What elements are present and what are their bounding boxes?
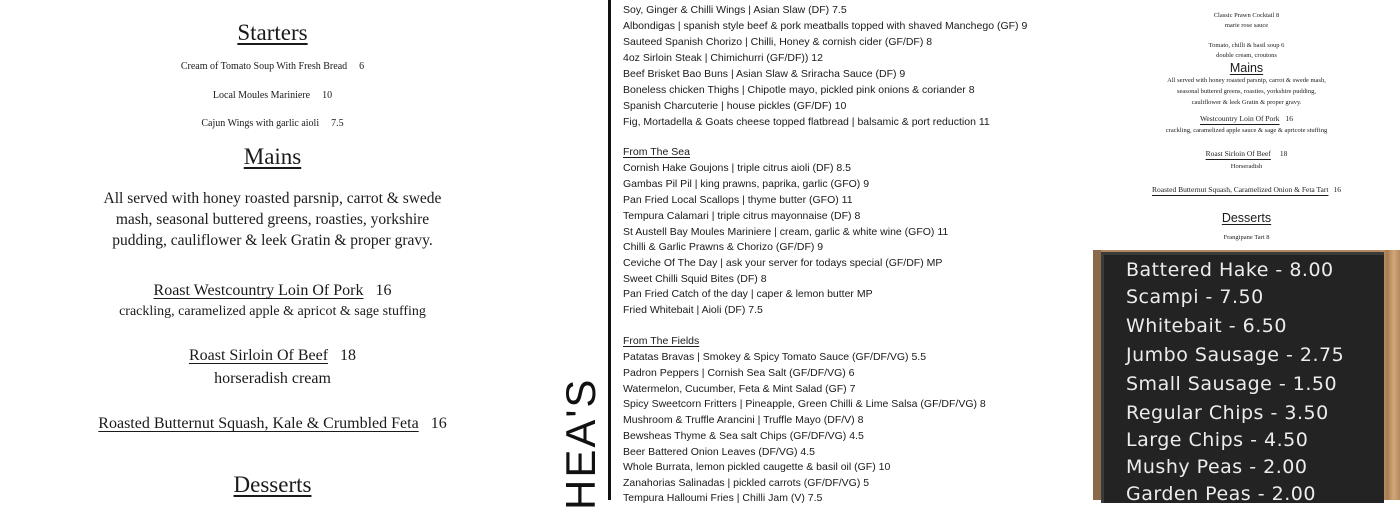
main-item	[1093, 114, 1400, 123]
menu-line: Zanahorias Salinadas | pickled carrots (GF/DF/VG) 5	[623, 477, 870, 489]
main-price: 18	[1279, 149, 1288, 158]
menu-line: Mushroom & Truffle Arancini | Truffle Mayo (DF/V) 8	[623, 414, 864, 426]
chalk-item: Large Chips - 4.50	[1126, 429, 1309, 451]
main-price: 16	[375, 282, 392, 299]
starter-detail: double cream, croutons	[1216, 52, 1277, 59]
menu-line: Patatas Bravas | Smokey & Spicy Tomato Sauce (GF/DF/VG) 5.5	[623, 351, 927, 363]
starter-price: 6	[359, 61, 365, 72]
menu-line: Tempura Halloumi Fries | Chilli Jam (V) 7.5	[623, 492, 823, 504]
main-price: 16	[430, 415, 447, 432]
main-name: Roasted Butternut Squash, Kale & Crumbled Feta	[98, 415, 419, 432]
desserts-heading: Desserts	[1221, 211, 1272, 225]
chalk-item: Mushy Peas - 2.00	[1126, 456, 1308, 478]
starter-item: Tomato, chilli & basil soup 6	[1208, 42, 1285, 49]
mains-intro: All served with honey roasted parsnip, carrot & swede mash, seasonal buttered greens, roasties, yorkshire pudding, cauliflower & leek Gratin & proper gravy.	[103, 190, 442, 249]
wood-frame	[1093, 250, 1101, 500]
starter-name: Cajun Wings with garlic aioli	[201, 118, 320, 129]
starter-item	[0, 118, 545, 129]
chalk-item: Scampi - 7.50	[1126, 286, 1264, 308]
tapas-menu-panel	[545, 0, 1093, 510]
chalkboard	[1101, 252, 1384, 503]
starter-name: Local Moules Mariniere	[212, 90, 311, 101]
main-detail: horseradish cream	[214, 370, 331, 387]
starters-heading: Starters	[237, 20, 308, 45]
main-name: Roast Sirloin Of Beef	[188, 347, 329, 364]
main-detail: crackling, caramelized apple & apricot & sage stuffing	[119, 304, 426, 319]
mains-intro-line: cauliflower & leek Gratin & proper gravy.	[1191, 99, 1302, 106]
main-detail: crackling, caramelized apple sauce & sage & apricote stuffing	[1165, 127, 1328, 134]
main-price: 18	[340, 347, 357, 364]
menu-line: Spicy Sweetcorn Fritters | Pineapple, Green Chilli & Lime Salsa (GF/DF/VG) 8	[623, 398, 986, 410]
main-name: Roast Westcountry Loin Of Pork	[153, 282, 364, 299]
menu-line: Watermelon, Cucumber, Feta & Mint Salad (GF) 7	[623, 383, 856, 395]
section-heading: From The Sea	[623, 146, 690, 158]
menu-line: Pan Fried Local Scallops | thyme butter (GFO) 11	[623, 194, 853, 206]
sunday-menu-panel	[0, 0, 545, 500]
menu-line: Chilli & Garlic Prawns & Chorizo (GF/DF) 9	[623, 241, 824, 253]
starter-item: Classic Prawn Cocktail 8	[1213, 12, 1280, 19]
menu-line: St Austell Bay Moules Mariniere | cream, garlic & white wine (GFO) 11	[623, 226, 949, 238]
main-item	[1093, 185, 1400, 194]
menu-line: Whole Burrata, lemon pickled caugette & basil oil (GF) 10	[623, 461, 891, 473]
vertical-divider	[608, 0, 611, 500]
menu-line: Sweet Chilli Squid Bites (DF) 8	[623, 273, 767, 285]
main-price: 16	[1333, 185, 1341, 194]
menu-line: Bewsheas Thyme & Sea salt Chips (GF/DF/VG) 4.5	[623, 430, 864, 442]
menu-line: Pan Fried Catch of the day | caper & lemon butter MP	[623, 288, 873, 300]
main-detail: Horseradish	[1230, 163, 1263, 170]
starter-item	[0, 61, 545, 72]
menu-line: 4oz Sirloin Steak | Chimichurri (GF/DF)) 12	[623, 52, 823, 64]
menu-line: Beef Brisket Bao Buns | Asian Slaw & Sriracha Sauce (DF) 9	[623, 68, 906, 80]
chalk-item: Small Sausage - 1.50	[1126, 373, 1338, 395]
menu-line: Fig, Mortadella & Goats cheese topped flatbread | balsamic & port reduction 11	[623, 116, 990, 128]
starter-price: 7.5	[331, 118, 344, 129]
mains-heading: Mains	[1229, 61, 1264, 75]
starter-item	[0, 90, 545, 101]
mains-intro-line: All served with honey roasted parsnip, carrot & swede mash,	[1167, 77, 1326, 84]
starter-detail: marie rose sauce	[1224, 22, 1269, 29]
small-menu-panel	[1093, 0, 1400, 250]
mains-intro-line: seasonal buttered greens, roasties, yorkshire pudding,	[1177, 88, 1316, 95]
menu-line: Spanish Charcuterie | house pickles (GF/DF) 10	[623, 100, 847, 112]
menu-line: Ceviche Of The Day | ask your server for todays special (GF/DF) MP	[623, 257, 943, 269]
main-item	[0, 347, 545, 365]
starter-name: Cream of Tomato Soup With Fresh Bread	[180, 61, 348, 72]
menu-line: Soy, Ginger & Chilli Wings | Asian Slaw (DF) 7.5	[623, 4, 847, 16]
chalkboard-photo	[1093, 250, 1400, 505]
chalk-item: Garden Peas - 2.00	[1126, 483, 1316, 505]
chalk-item: Regular Chips - 3.50	[1126, 402, 1329, 424]
main-name: Westcountry Loin Of Pork	[1199, 114, 1280, 123]
starter-price: 10	[322, 90, 333, 101]
menu-line: Tempura Calamari | triple citrus mayonnaise (DF) 8	[623, 210, 861, 222]
menu-line: Padron Peppers | Cornish Sea Salt (GF/DF/VG) 6	[623, 367, 855, 379]
main-item	[1093, 149, 1400, 158]
menu-line: Beer Battered Onion Leaves (DF/VG) 4.5	[623, 446, 816, 458]
chalk-item: Jumbo Sausage - 2.75	[1126, 344, 1345, 366]
chalk-item: Whitebait - 6.50	[1126, 315, 1287, 337]
menu-line: Sauteed Spanish Chorizo | Chilli, Honey & cornish cider (GF/DF) 8	[623, 36, 933, 48]
main-name: Roasted Butternut Squash, Caramelized Onion & Feta Tart	[1152, 185, 1329, 194]
dessert-item: Frangipane Tart 8	[1223, 234, 1270, 241]
menu-line: Fried Whitebait | Aioli (DF) 7.5	[623, 304, 763, 316]
menu-line: Boneless chicken Thighs | Chipotle mayo, pickled pink onions & coriander 8	[623, 84, 975, 96]
main-item	[0, 415, 545, 433]
section-heading: From The Fields	[623, 335, 700, 347]
main-item	[0, 282, 545, 300]
side-logo-text: HEA'S	[557, 377, 604, 510]
desserts-heading: Desserts	[233, 472, 312, 497]
chalk-item: Battered Hake - 8.00	[1126, 259, 1334, 281]
mains-heading: Mains	[243, 144, 302, 169]
menu-line: Cornish Hake Goujons | triple citrus aioli (DF) 8.5	[623, 162, 851, 174]
menu-line: Gambas Pil Pil | king prawns, paprika, garlic (GFO) 9	[623, 178, 870, 190]
main-name: Roast Sirloin Of Beef	[1205, 149, 1271, 158]
main-price: 16	[1285, 114, 1294, 123]
menu-line: Albondigas | spanish style beef & pork meatballs topped with shaved Manchego (GF) 9	[623, 20, 1028, 32]
